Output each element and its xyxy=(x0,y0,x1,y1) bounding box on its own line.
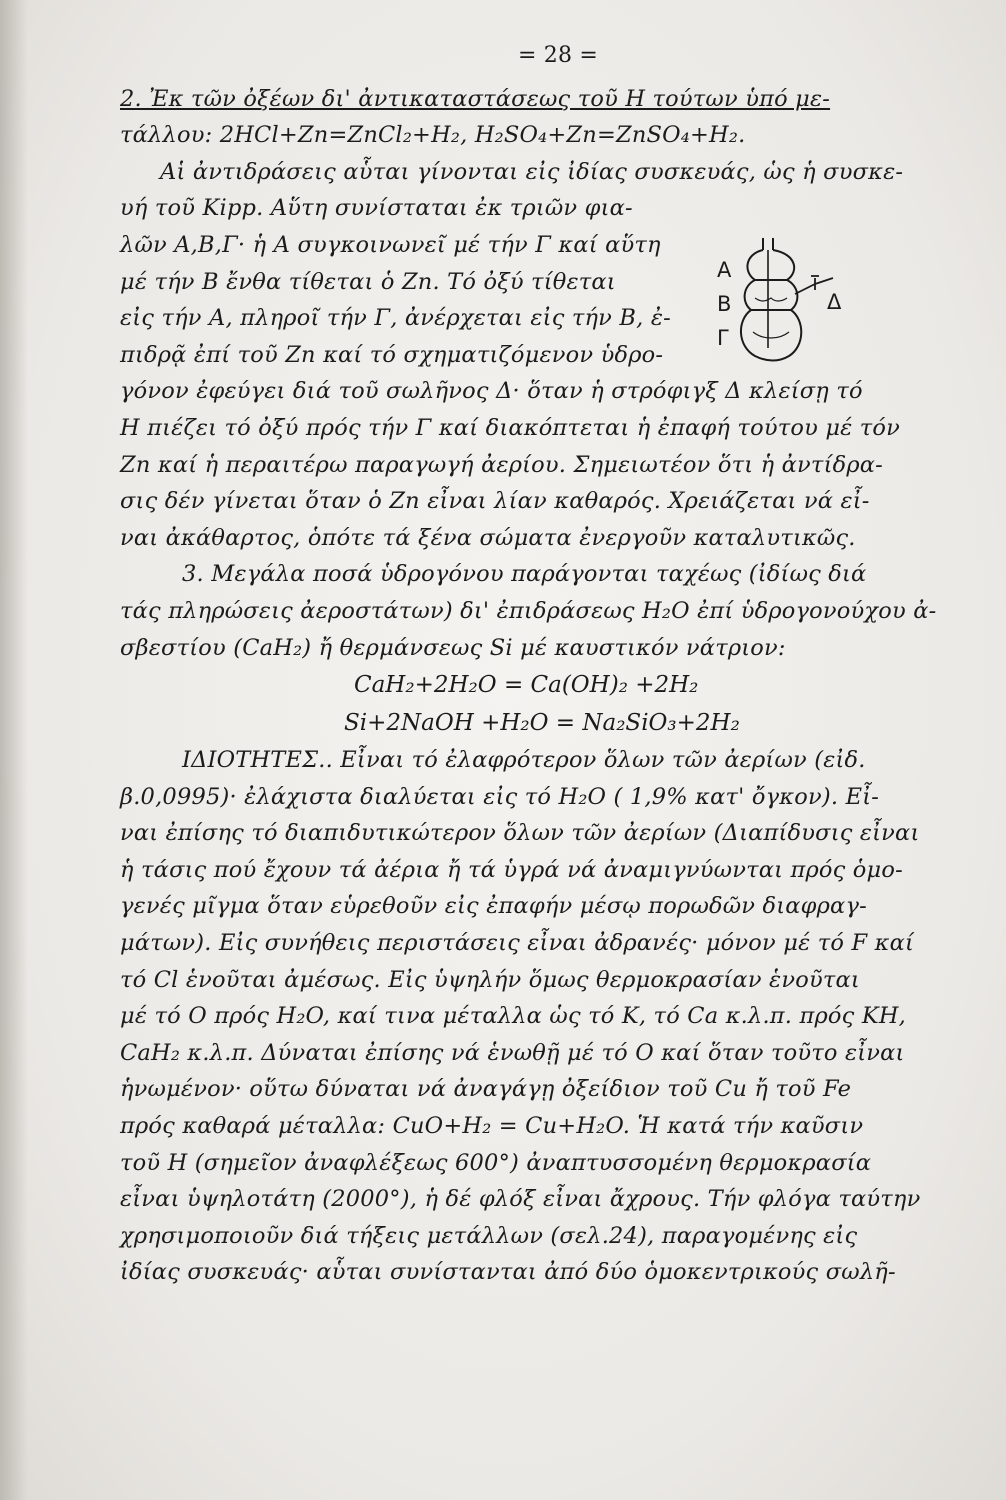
text-line: υή τοῦ Kipp. Αὕτη συνίσταται ἐκ τριῶν φια- xyxy=(120,195,633,222)
text-line: τό Cl ἑνοῦται ἀμέσως. Εἰς ὑψηλήν ὅμως θερμοκρασίαν ἑνοῦται xyxy=(120,966,860,993)
equation-calcium-hydride: CaH₂+2H₂O = Ca(OH)₂ +2H₂ xyxy=(354,672,699,699)
text-line: εἰς τήν Α, πληροῖ τήν Γ, ἀνέρχεται εἰς τήν Β, ἐ- xyxy=(120,305,671,332)
page-edge-shadow xyxy=(0,0,28,1500)
label-g: Γ xyxy=(717,326,729,350)
text-line: πρός καθαρά μέταλλα: CuO+H₂ = Cu+H₂O. Ἡ κατά τήν καῦσιν xyxy=(120,1113,864,1140)
text-line: ναι ἀκάθαρτος, ὁπότε τά ξένα σώματα ἐνεργοῦν καταλυτικῶς. xyxy=(120,524,856,551)
text-line: χρησιμοποιοῦν διά τήξεις μετάλλων (σελ.24), παραγομένης εἰς xyxy=(120,1222,858,1249)
text-line: ἡνωμένον· οὕτω δύναται νά ἀναγάγῃ ὀξείδιον τοῦ Cu ἤ τοῦ Fe xyxy=(120,1076,852,1103)
text-line: μάτων). Εἰς συνήθεις περιστάσεις εἶναι ἀδρανές· μόνον μέ τό F καί xyxy=(120,930,914,957)
label-b: B xyxy=(717,292,732,316)
label-a: A xyxy=(717,258,732,282)
kipp-apparatus-diagram xyxy=(715,228,845,378)
text-line: β.0,0995)· ἐλάχιστα διαλύεται εἰς τό H₂O ( 1,9% κατ' ὄγκον). Εἶ- xyxy=(120,783,880,810)
text-line: ἰδίας συσκευάς· αὗται συνίστανται ἀπό δύο ὁμοκεντρικούς σωλῆ- xyxy=(120,1259,896,1286)
text-line: τάς πληρώσεις ἀεροστάτων) δι' ἐπιδράσεως H₂O ἐπί ὑδρογονούχου ἀ- xyxy=(120,597,937,624)
text-line: γόνον ἐφεύγει διά τοῦ σωλῆνος Δ· ὅταν ἡ στρόφιγξ Δ κλείσῃ τό xyxy=(120,378,863,405)
text-line: τοῦ Η (σημεῖον ἀναφλέξεως 600°) ἀναπτυσσομένη θερμοκρασία xyxy=(120,1149,872,1176)
section-3-line: 3. Μεγάλα ποσά ὑδρογόνου παράγονται ταχέως (ἰδίως διά xyxy=(182,561,867,588)
text-line: σις δέν γίνεται ὅταν ὁ Zn εἶναι λίαν καθαρός. Χρειάζεται νά εἶ- xyxy=(120,488,870,515)
text-line: μέ τήν Β ἔνθα τίθεται ὁ Zn. Τό ὀξύ τίθεται xyxy=(120,268,616,295)
page-number: = 28 = xyxy=(517,43,599,68)
text-line: μέ τό Ο πρός H₂O, καί τινα μέταλλα ὡς τό K, τό Ca κ.λ.π. πρός KH, xyxy=(120,1003,906,1030)
text-line: εἶναι ὑψηλοτάτη (2000°), ἡ δέ φλόξ εἶναι ἄχρους. Τήν φλόγα ταύτην xyxy=(120,1186,921,1213)
text-line: ναι ἐπίσης τό διαπιδυτικώτερον ὅλων τῶν ἀερίων (Διαπίδυσις εἶναι xyxy=(120,820,920,847)
kipp-apparatus-drawing xyxy=(715,228,845,378)
label-d: Δ xyxy=(827,290,842,314)
text-line: σβεστίου (CaH₂) ἤ θερμάνσεως Si μέ καυστικόν νάτριον: xyxy=(120,634,786,661)
section-2-heading: 2. Ἐκ τῶν ὀξέων δι' ἀντικαταστάσεως τοῦ Η τούτων ὑπό με- xyxy=(120,85,831,112)
text-line: λῶν Α,Β,Γ· ἡ Α συγκοινωνεῖ μέ τήν Γ καί αὕτη xyxy=(120,231,661,258)
text-line: Η πιέζει τό ὀξύ πρός τήν Γ καί διακόπτεται ἡ ἐπαφή τούτου μέ τόν xyxy=(120,414,901,441)
text-line: γενές μῖγμα ὅταν εὑρεθοῦν εἰς ἐπαφήν μέσῳ πορωδῶν διαφραγ- xyxy=(120,893,867,920)
text-line: CaH₂ κ.λ.π. Δύναται ἐπίσης νά ἑνωθῇ μέ τό Ο καί ὅταν τοῦτο εἶναι xyxy=(120,1039,905,1066)
text-line: ἡ τάσις πού ἔχουν τά ἀέρια ἤ τά ὑγρά νά ἀναμιγνύωνται πρός ὁμο- xyxy=(120,856,903,883)
text-line: Zn καί ἡ περαιτέρω παραγωγή ἀερίου. Σημειωτέον ὅτι ἡ ἀντίδρα- xyxy=(120,451,883,478)
properties-heading-line: ΙΔΙΟΤΗΤΕΣ.. Εἶναι τό ἐλαφρότερον ὅλων τῶν ἀερίων (εἰδ. xyxy=(182,747,866,774)
text-line: πιδρᾷ ἐπί τοῦ Zn καί τό σχηματιζόμενον ὑδρο- xyxy=(120,341,664,368)
text-line: Αἱ ἀντιδράσεις αὗται γίνονται εἰς ἰδίας συσκευάς, ὡς ἡ συσκε- xyxy=(160,158,904,185)
equation-silicon: Si+2NaOH +H₂O = Na₂SiO₃+2H₂ xyxy=(344,710,740,737)
section-2-heading-line xyxy=(120,81,936,118)
text-line: τάλλου: 2HCl+Zn=ZnCl₂+H₂, H₂SO₄+Zn=ZnSO₄+H₂. xyxy=(120,122,746,149)
